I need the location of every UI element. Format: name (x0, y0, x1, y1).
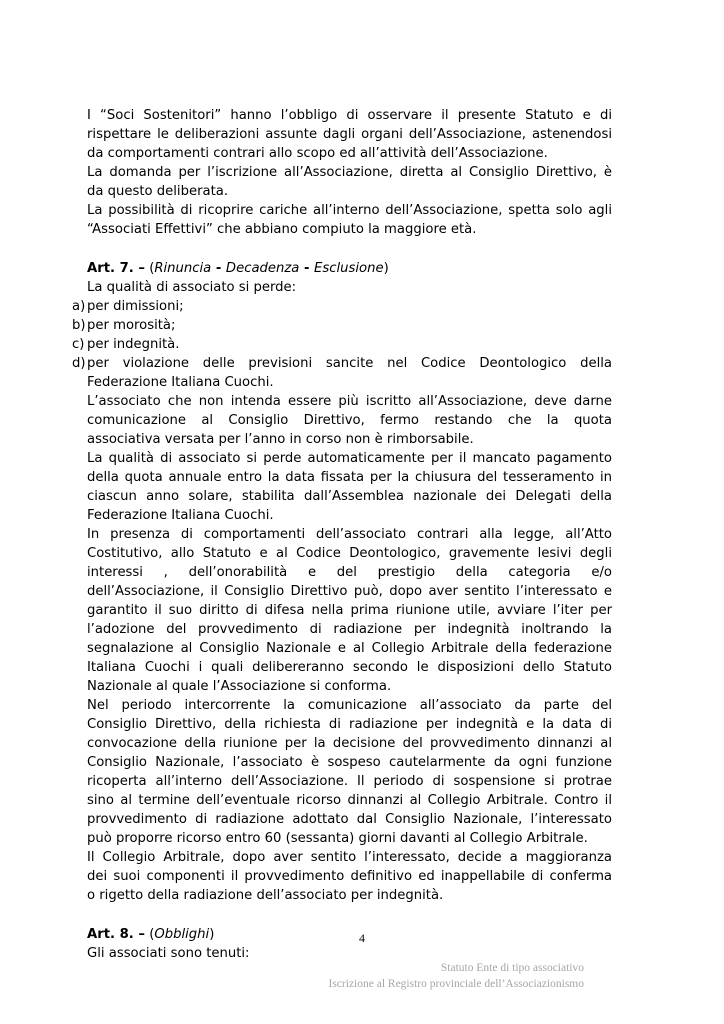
paragraph-line: In presenza di comportamenti dell’associato contrari alla legge, all’Atto (87, 527, 612, 542)
page-number: 4 (359, 931, 365, 945)
paragraph-line: La possibilità di ricoprire cariche all’interno dell’Associazione, spetta solo agli (87, 203, 612, 218)
list-marker: b) (72, 318, 86, 333)
paragraph-line: “Associati Effettivi” che abbiano compiuto la maggiore età. (87, 222, 477, 237)
list-marker: a) (72, 299, 86, 314)
article-7-heading: Art. 7. – (Rinuncia - Decadenza - Esclusione) (87, 261, 389, 276)
paragraph-line: Costitutivo, allo Statuto e al Codice Deontologico, gravemente lesivi degli (87, 546, 612, 561)
list-item: d) per violazione delle previsioni sancite nel Codice Deontologico della (72, 356, 612, 371)
paragraph-line: comunicazione al Consiglio Direttivo, fermo restando che la quota (87, 413, 612, 428)
paragraph-line: interessi , dell’onorabilità e del prestigio della categoria e/o (87, 565, 612, 580)
paragraph-line: o rigetto della radiazione dell’associato per indegnità. (87, 888, 444, 903)
list-item: a) per dimissioni; (72, 299, 184, 314)
footer-line: Iscrizione al Registro provinciale dell’Associazionismo (328, 978, 584, 990)
article-7-title-part: Decadenza (225, 261, 300, 276)
paragraph-line: dei suoi componenti il provvedimento definitivo ed inappellabile di conferma (87, 869, 612, 884)
paragraph-line: provvedimento di radiazione adottato dal Consiglio Nazionale, l’interessato (87, 812, 612, 827)
paragraph-line: da questo deliberata. (87, 184, 229, 199)
paragraph-line: L’associato che non intenda essere più iscritto all’Associazione, deve darne (87, 394, 612, 409)
paragraph-line: Consiglio Direttivo, della richiesta di radiazione per indegnità e la data di (87, 717, 612, 732)
paragraph-line: associativa versata per l’anno in corso non è rimborsabile. (87, 432, 474, 447)
paragraph-line: I “Soci Sostenitori” hanno l’obbligo di osservare il presente Statuto e di (87, 108, 612, 123)
article-8-number: Art. 8. – (87, 927, 145, 942)
paragraph-line: La qualità di associato si perde automaticamente per il mancato pagamento (87, 451, 612, 466)
article-8-intro: Gli associati sono tenuti: (87, 946, 250, 961)
article-8-title: Obblighi (154, 927, 210, 942)
paragraph-line: l’adozione del provvedimento di radiazione per indegnità inoltrando la (87, 622, 612, 637)
paragraph-line: Federazione Italiana Cuochi. (87, 508, 274, 523)
paragraph-line: La domanda per l’iscrizione all’Associazione, diretta al Consiglio Direttivo, è (87, 165, 612, 180)
paragraph-line: Il Collegio Arbitrale, dopo aver sentito l’interessato, decide a maggioranza (87, 850, 612, 865)
article-7-list (72, 297, 612, 392)
paragraph-line: da comportamenti contrari allo scopo ed all’attività dell’Associazione. (87, 146, 548, 161)
paragraph-line: Nel periodo intercorrente la comunicazione all’associato da parte del (87, 698, 612, 713)
paragraph-line: rispettare le deliberazioni assunte dagli organi dell’Associazione, astenendosi (87, 127, 612, 142)
paragraph-line: Italiana Cuochi i quali delibereranno secondo le disposizioni dello Statuto (87, 660, 612, 675)
article-7-title-part: Esclusione (314, 261, 384, 276)
list-marker: c) (72, 337, 85, 352)
list-item: c) per indegnità. (72, 337, 180, 352)
document-body (72, 106, 612, 963)
paragraph-line: convocazione della riunione per la decisione del provvedimento dinnanzi al (87, 736, 612, 751)
article-7-title-part: Rinuncia (154, 261, 212, 276)
paragraph-line: della quota annuale entro la data fissata per la chiusura del tesseramento in (87, 470, 612, 485)
paragraph-line: Consiglio Nazionale, l’associato è sospeso cautelarmente da ogni funzione (87, 755, 612, 770)
footer-line: Statuto Ente di tipo associativo (440, 962, 584, 974)
paragraph-line: garantito il suo diritto di difesa nella prima riunione utile, avviare l’iter per (87, 603, 612, 618)
paragraph-line: sino al termine dell’eventuale ricorso dinnanzi al Collegio Arbitrale. Contro il (87, 793, 612, 808)
paragraph-line: ciascun anno solare, stabilita dall’Assemblea nazionale dei Delegati della (87, 489, 612, 504)
paragraph-line: segnalazione al Consiglio Nazionale e al Collegio Arbitrale della federazione (87, 641, 612, 656)
list-marker: d) (72, 356, 86, 371)
article-7-intro: La qualità di associato si perde: (87, 280, 297, 295)
list-item: b) per morosità; (72, 318, 176, 333)
paragraph-line: dell’Associazione, il Consiglio Direttivo può, dopo aver sentito l’interessato e (87, 584, 612, 599)
article-8-heading: Art. 8. – (Obblighi) (87, 927, 215, 942)
article-7-number: Art. 7. – (87, 261, 145, 276)
paragraph-line: Nazionale al quale l’Associazione si conforma. (87, 679, 392, 694)
list-item-continuation: Federazione Italiana Cuochi. (87, 375, 274, 390)
paragraph-line: può proporre ricorso entro 60 (sessanta) giorni davanti al Collegio Arbitrale. (87, 831, 588, 846)
paragraph-line: ricoperta all’interno dell’Associazione. Il periodo di sospensione si protrae (87, 774, 612, 789)
